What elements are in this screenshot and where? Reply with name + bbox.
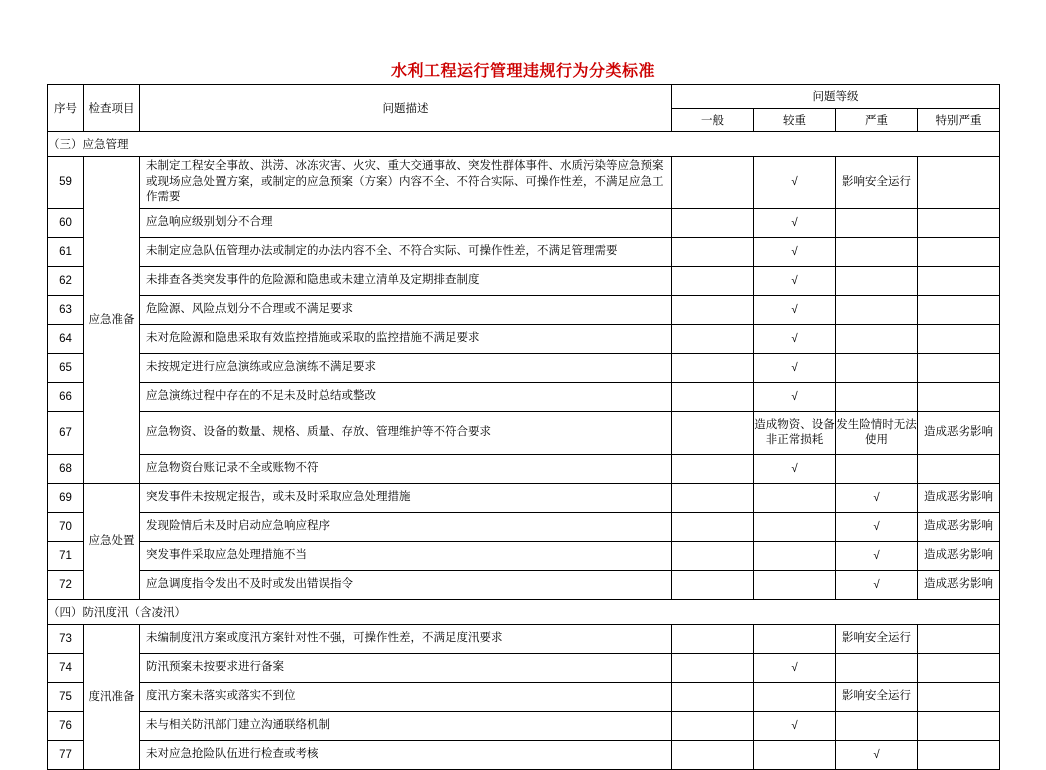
cell-grade-moderate: [754, 512, 836, 541]
header-grade-severe: 严重: [836, 108, 918, 132]
section-row: [48, 132, 1000, 157]
table-row: [48, 740, 1000, 769]
section-label: （三）应急管理: [48, 132, 1000, 157]
cell-seq: 70: [48, 512, 84, 541]
cell-grade-general: [672, 353, 754, 382]
cell-grade-moderate: √: [754, 295, 836, 324]
cell-grade-extreme: [918, 266, 1000, 295]
table-row: [48, 483, 1000, 512]
cell-grade-moderate: √: [754, 266, 836, 295]
cell-problem-description: 应急响应级别划分不合理: [140, 208, 672, 237]
table-row: [48, 382, 1000, 411]
cell-grade-extreme: [918, 454, 1000, 483]
cell-grade-extreme: 造成恶劣影响: [918, 512, 1000, 541]
cell-grade-moderate: √: [754, 237, 836, 266]
cell-grade-moderate: 造成物资、设备非正常损耗: [754, 411, 836, 454]
cell-problem-description: 发现险情后未及时启动应急响应程序: [140, 512, 672, 541]
cell-grade-extreme: [918, 237, 1000, 266]
header-grade-extreme: 特别严重: [918, 108, 1000, 132]
table-row: [48, 353, 1000, 382]
cell-grade-extreme: [918, 157, 1000, 209]
cell-grade-moderate: [754, 541, 836, 570]
cell-seq: 60: [48, 208, 84, 237]
cell-grade-moderate: √: [754, 208, 836, 237]
cell-grade-severe: [836, 266, 918, 295]
cell-problem-description: 应急物资、设备的数量、规格、质量、存放、管理维护等不符合要求: [140, 411, 672, 454]
cell-grade-extreme: [918, 353, 1000, 382]
cell-grade-extreme: [918, 295, 1000, 324]
cell-grade-severe: [836, 237, 918, 266]
cell-seq: 59: [48, 157, 84, 209]
cell-grade-severe: √: [836, 740, 918, 769]
table-row: [48, 653, 1000, 682]
cell-problem-description: 未按规定进行应急演练或应急演练不满足要求: [140, 353, 672, 382]
cell-seq: 75: [48, 682, 84, 711]
cell-grade-moderate: [754, 682, 836, 711]
cell-grade-extreme: 造成恶劣影响: [918, 570, 1000, 599]
cell-grade-severe: [836, 353, 918, 382]
cell-problem-description: 度汛方案未落实或落实不到位: [140, 682, 672, 711]
cell-problem-description: 危险源、风险点划分不合理或不满足要求: [140, 295, 672, 324]
table-row: [48, 570, 1000, 599]
cell-grade-moderate: √: [754, 711, 836, 740]
cell-seq: 76: [48, 711, 84, 740]
cell-check-item: 度汛准备: [84, 624, 140, 769]
cell-seq: 66: [48, 382, 84, 411]
cell-problem-description: 未与相关防汛部门建立沟通联络机制: [140, 711, 672, 740]
cell-seq: 64: [48, 324, 84, 353]
cell-grade-general: [672, 295, 754, 324]
cell-grade-extreme: 造成恶劣影响: [918, 411, 1000, 454]
cell-grade-severe: 影响安全运行: [836, 682, 918, 711]
cell-grade-severe: √: [836, 512, 918, 541]
cell-grade-general: [672, 624, 754, 653]
table-row: [48, 295, 1000, 324]
cell-problem-description: 应急演练过程中存在的不足未及时总结或整改: [140, 382, 672, 411]
table-row: [48, 454, 1000, 483]
cell-check-item: 应急处置: [84, 483, 140, 599]
table-row: [48, 411, 1000, 454]
table-row: [48, 512, 1000, 541]
cell-problem-description: 未对危险源和隐患采取有效监控措施或采取的监控措施不满足要求: [140, 324, 672, 353]
cell-grade-general: [672, 740, 754, 769]
violation-classification-table: [47, 84, 1000, 770]
cell-grade-general: [672, 541, 754, 570]
cell-grade-extreme: [918, 740, 1000, 769]
cell-check-item: 应急准备: [84, 157, 140, 484]
cell-grade-extreme: [918, 711, 1000, 740]
cell-grade-moderate: √: [754, 324, 836, 353]
table-row: [48, 324, 1000, 353]
cell-grade-severe: [836, 711, 918, 740]
header-seq: 序号: [48, 85, 84, 132]
cell-grade-moderate: [754, 483, 836, 512]
cell-seq: 69: [48, 483, 84, 512]
table-row: [48, 157, 1000, 209]
header-grade-moderate: 较重: [754, 108, 836, 132]
cell-problem-description: 未制定应急队伍管理办法或制定的办法内容不全、不符合实际、可操作性差，不满足管理需要: [140, 237, 672, 266]
cell-seq: 61: [48, 237, 84, 266]
section-row: [48, 599, 1000, 624]
cell-problem-description: 防汛预案未按要求进行备案: [140, 653, 672, 682]
table-row: [48, 541, 1000, 570]
cell-grade-severe: [836, 295, 918, 324]
cell-grade-severe: [836, 454, 918, 483]
cell-grade-severe: 发生险情时无法使用: [836, 411, 918, 454]
cell-grade-general: [672, 411, 754, 454]
cell-grade-extreme: 造成恶劣影响: [918, 483, 1000, 512]
page-title: 水利工程运行管理违规行为分类标准: [390, 63, 655, 80]
cell-problem-description: 未制定工程安全事故、洪涝、冰冻灾害、火灾、重大交通事故、突发性群体事件、水质污染等应急预案或现场应急处置方案，或制定的应急预案（方案）内容不全、不符合实际、可操作性差，不满足应急工作需要: [140, 157, 672, 209]
cell-grade-moderate: √: [754, 454, 836, 483]
cell-grade-extreme: [918, 682, 1000, 711]
cell-grade-extreme: [918, 624, 1000, 653]
cell-problem-description: 未编制度汛方案或度汛方案针对性不强，可操作性差，不满足度汛要求: [140, 624, 672, 653]
cell-grade-general: [672, 483, 754, 512]
section-label: （四）防汛度汛（含凌汛）: [48, 599, 1000, 624]
cell-grade-general: [672, 382, 754, 411]
cell-grade-general: [672, 711, 754, 740]
table-row: [48, 237, 1000, 266]
cell-grade-moderate: [754, 570, 836, 599]
cell-seq: 63: [48, 295, 84, 324]
cell-grade-extreme: [918, 324, 1000, 353]
cell-seq: 62: [48, 266, 84, 295]
cell-problem-description: 未排查各类突发事件的危险源和隐患或未建立清单及定期排查制度: [140, 266, 672, 295]
cell-seq: 71: [48, 541, 84, 570]
cell-grade-general: [672, 570, 754, 599]
cell-grade-moderate: √: [754, 653, 836, 682]
cell-problem-description: 应急调度指令发出不及时或发出错误指令: [140, 570, 672, 599]
cell-seq: 68: [48, 454, 84, 483]
header-desc: 问题描述: [140, 85, 672, 132]
table-header: [48, 85, 1000, 132]
cell-grade-severe: [836, 324, 918, 353]
cell-grade-general: [672, 653, 754, 682]
cell-grade-general: [672, 512, 754, 541]
cell-problem-description: 应急物资台账记录不全或账物不符: [140, 454, 672, 483]
cell-grade-general: [672, 266, 754, 295]
header-grade-group: 问题等级: [672, 85, 1000, 109]
cell-grade-severe: √: [836, 570, 918, 599]
cell-grade-extreme: [918, 382, 1000, 411]
cell-problem-description: 突发事件采取应急处理措施不当: [140, 541, 672, 570]
cell-seq: 74: [48, 653, 84, 682]
cell-grade-severe: 影响安全运行: [836, 157, 918, 209]
cell-grade-extreme: 造成恶劣影响: [918, 541, 1000, 570]
cell-problem-description: 未对应急抢险队伍进行检查或考核: [140, 740, 672, 769]
cell-seq: 65: [48, 353, 84, 382]
cell-grade-general: [672, 237, 754, 266]
table-body: [48, 132, 1000, 770]
cell-grade-moderate: [754, 624, 836, 653]
cell-grade-general: [672, 208, 754, 237]
header-grade-general: 一般: [672, 108, 754, 132]
cell-grade-general: [672, 454, 754, 483]
cell-grade-general: [672, 157, 754, 209]
table-row: [48, 682, 1000, 711]
cell-problem-description: 突发事件未按规定报告，或未及时采取应急处理措施: [140, 483, 672, 512]
cell-grade-moderate: [754, 740, 836, 769]
table-row: [48, 624, 1000, 653]
cell-grade-extreme: [918, 653, 1000, 682]
cell-grade-severe: [836, 653, 918, 682]
cell-grade-moderate: √: [754, 382, 836, 411]
cell-grade-moderate: √: [754, 157, 836, 209]
cell-seq: 67: [48, 411, 84, 454]
cell-grade-general: [672, 682, 754, 711]
cell-grade-general: [672, 324, 754, 353]
cell-grade-moderate: √: [754, 353, 836, 382]
table-row: [48, 266, 1000, 295]
cell-grade-severe: √: [836, 483, 918, 512]
table-row: [48, 208, 1000, 237]
cell-grade-severe: [836, 208, 918, 237]
cell-seq: 72: [48, 570, 84, 599]
cell-grade-severe: [836, 382, 918, 411]
cell-grade-severe: 影响安全运行: [836, 624, 918, 653]
cell-grade-extreme: [918, 208, 1000, 237]
cell-seq: 73: [48, 624, 84, 653]
header-item: 检查项目: [84, 85, 140, 132]
cell-grade-severe: √: [836, 541, 918, 570]
table-row: [48, 711, 1000, 740]
cell-seq: 77: [48, 740, 84, 769]
